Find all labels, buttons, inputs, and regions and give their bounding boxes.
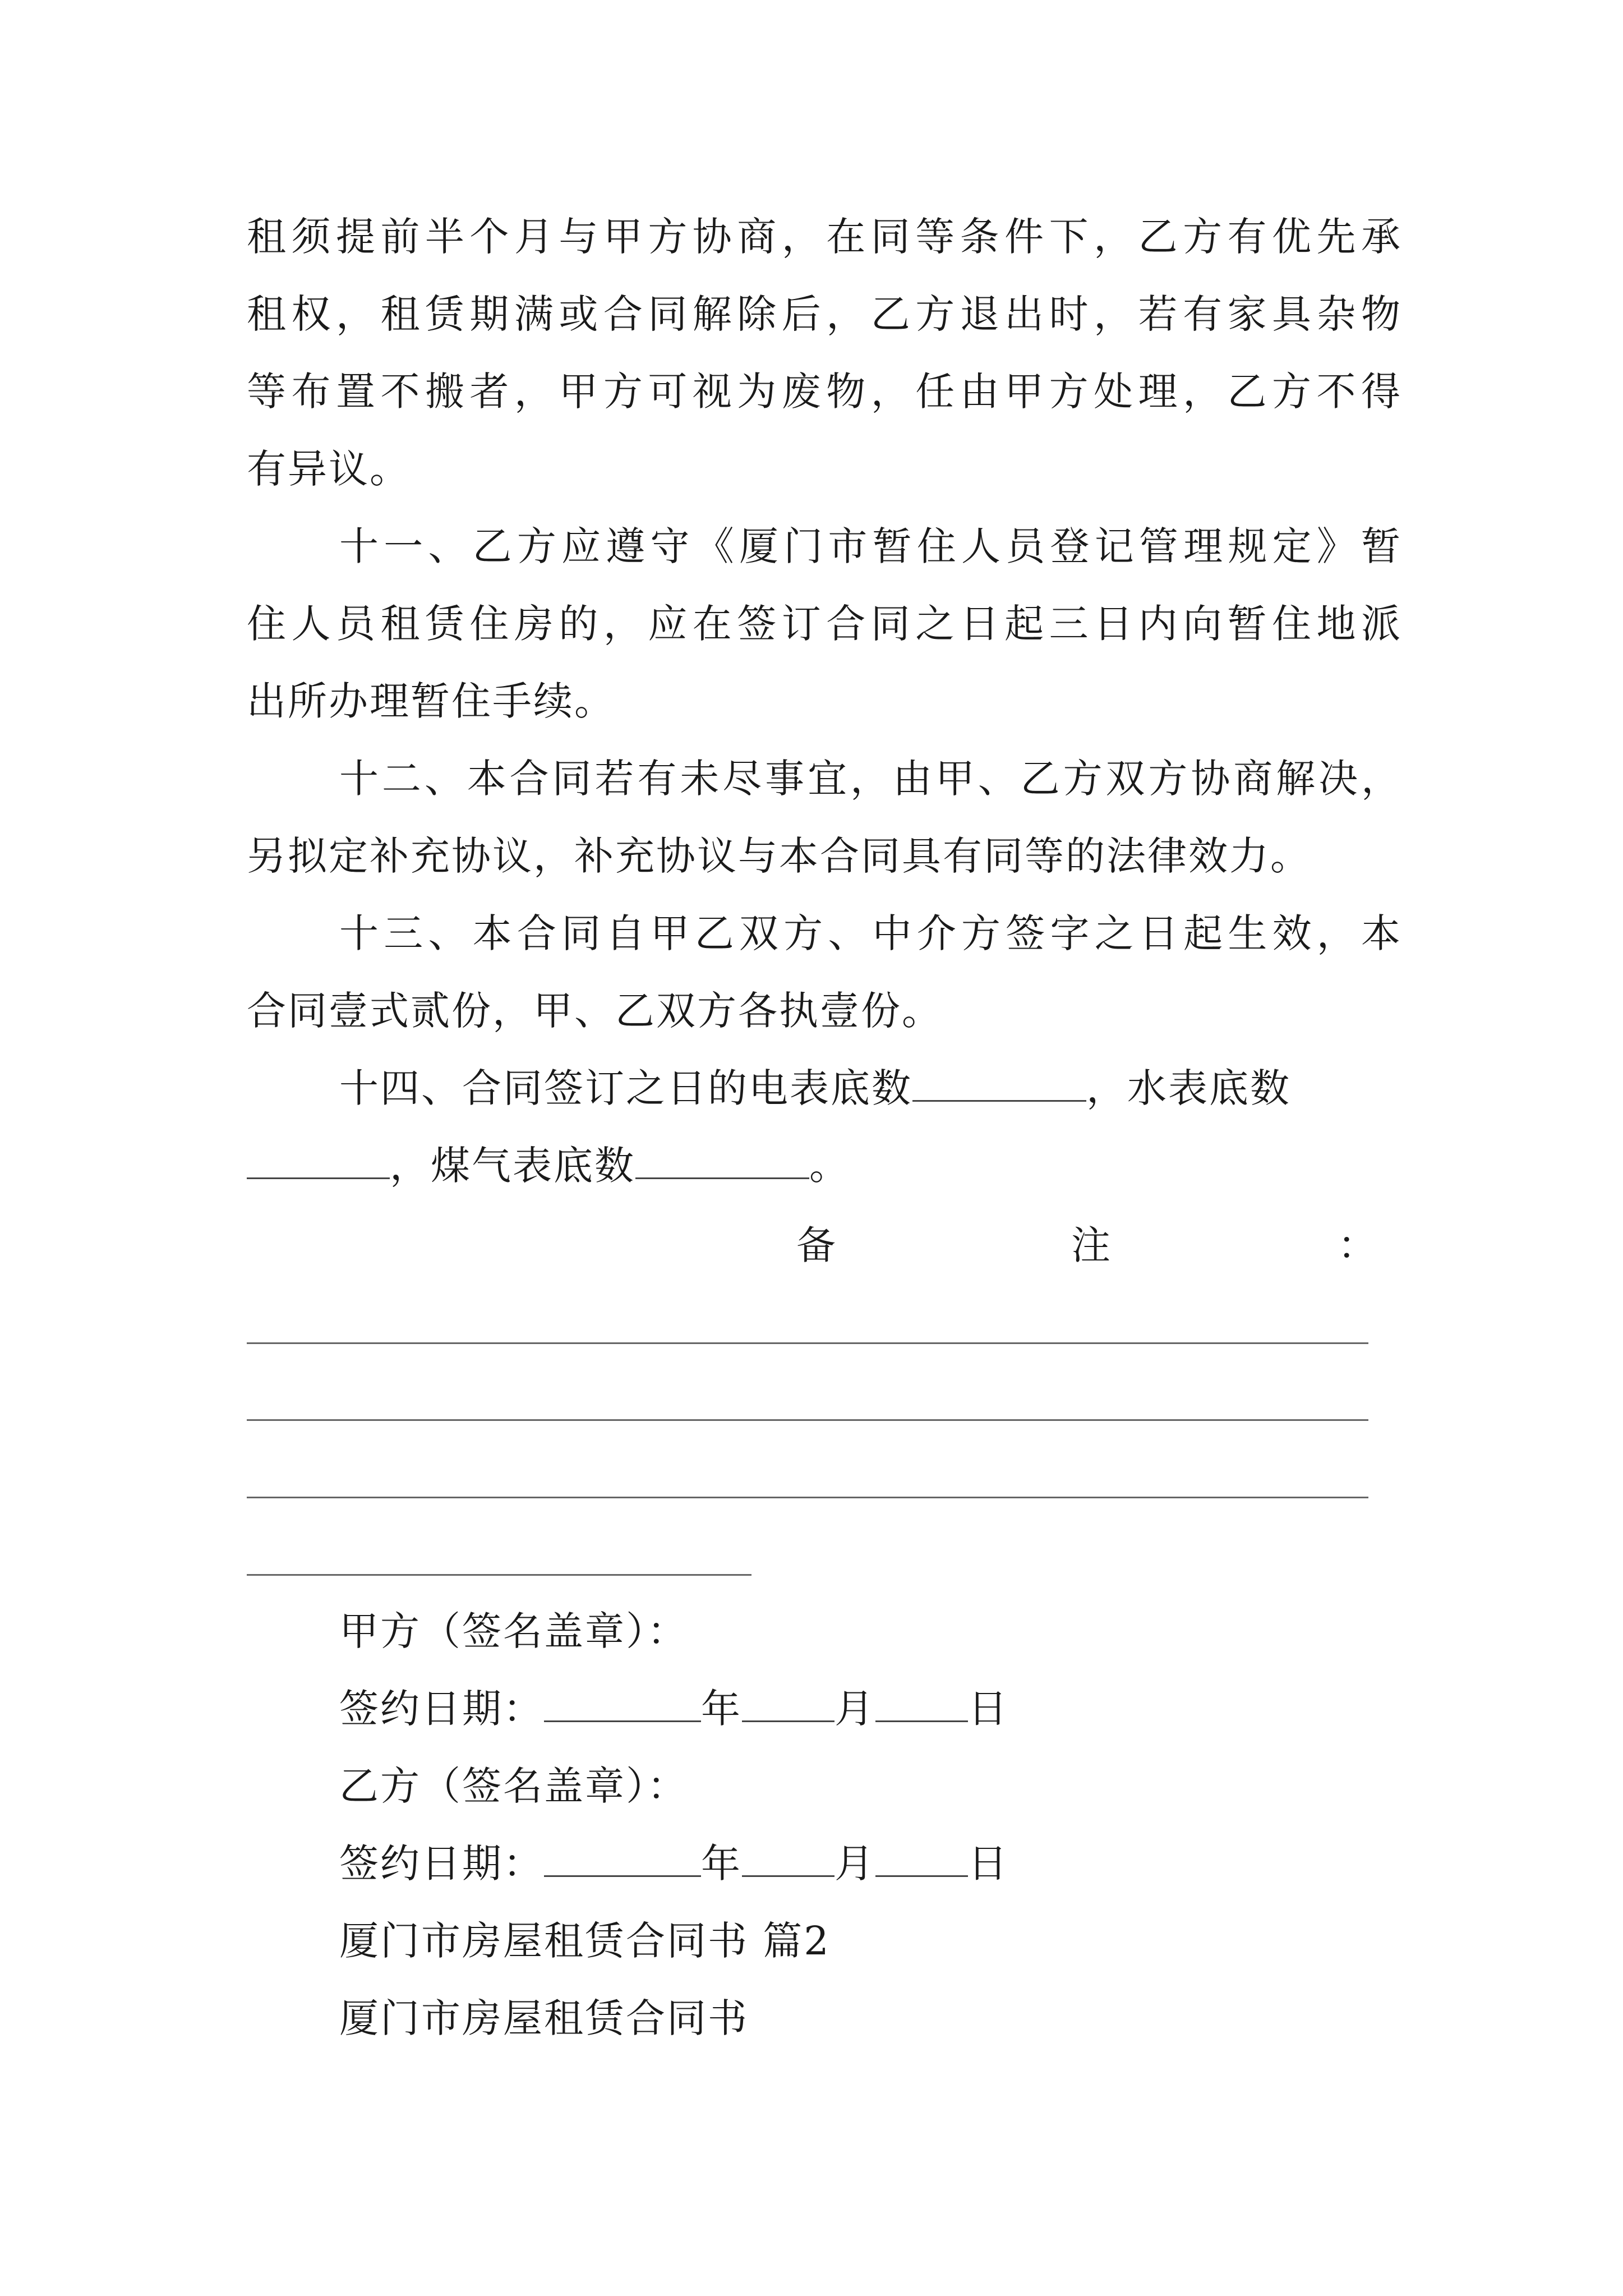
remark-rule[interactable] xyxy=(247,1497,1368,1498)
body-line: 有异议。 xyxy=(247,446,411,492)
remark-rule[interactable] xyxy=(247,1342,1368,1344)
clause-12-line: 十二、本合同若有未尽事宜，由甲、乙方双方协商解决， xyxy=(339,756,1402,802)
date-a-label: 签约日期： xyxy=(339,1686,544,1732)
gas-meter-blank[interactable] xyxy=(635,1143,809,1179)
date-b-day-blank[interactable] xyxy=(875,1841,968,1877)
electric-meter-blank[interactable] xyxy=(912,1065,1086,1102)
remark-rule[interactable] xyxy=(247,1574,751,1576)
meter-water-label: ，水表底数 xyxy=(1086,1065,1291,1111)
meter-electric-label: 十四、合同签订之日的电表底数 xyxy=(339,1065,912,1111)
date-a-year: 年 xyxy=(701,1686,742,1732)
date-b-month-blank[interactable] xyxy=(742,1841,834,1877)
body-line: 住人员租赁住房的，应在签订合同之日起三日内向暂住地派 xyxy=(247,601,1402,647)
date-a-year-blank[interactable] xyxy=(544,1686,701,1722)
remark-char-1: 备 xyxy=(796,1222,836,1268)
section-title-part2: 厦门市房屋租赁合同书 篇2 xyxy=(339,1918,831,1964)
body-line: 租须提前半个月与甲方协商，在同等条件下，乙方有优先承 xyxy=(247,214,1402,260)
body-line: 出所办理暂住手续。 xyxy=(247,678,615,724)
date-b-day: 日 xyxy=(968,1841,1009,1887)
body-line: 等布置不搬者，甲方可视为废物，任由甲方处理，乙方不得 xyxy=(247,369,1402,415)
body-line: 合同壹式贰份，甲、乙双方各执壹份。 xyxy=(247,988,943,1034)
date-a-month-blank[interactable] xyxy=(742,1686,834,1722)
party-b-signature: 乙方（签名盖章）： xyxy=(339,1763,688,1809)
clause-13-line: 十三、本合同自甲乙双方、中介方签字之日起生效，本 xyxy=(339,910,1402,956)
date-a-line xyxy=(339,1681,1402,1737)
date-b-year-blank[interactable] xyxy=(544,1841,701,1877)
date-b-year: 年 xyxy=(701,1841,742,1887)
clause-14-line-2 xyxy=(247,1138,1402,1194)
date-a-day: 日 xyxy=(968,1686,1009,1732)
meter-end: 。 xyxy=(809,1143,850,1189)
remark-char-2: 注 xyxy=(1071,1222,1110,1268)
remark-colon: ： xyxy=(1338,1222,1377,1268)
date-b-month: 月 xyxy=(834,1841,875,1887)
date-a-day-blank[interactable] xyxy=(875,1686,968,1722)
document-title: 厦门市房屋租赁合同书 xyxy=(339,1995,749,2041)
party-a-signature: 甲方（签名盖章）： xyxy=(339,1608,688,1654)
date-b-line xyxy=(339,1835,1402,1892)
water-meter-blank[interactable] xyxy=(247,1143,390,1179)
date-a-month: 月 xyxy=(834,1686,875,1732)
body-line: 另拟定补充协议，补充协议与本合同具有同等的法律效力。 xyxy=(247,833,1311,879)
date-b-label: 签约日期： xyxy=(339,1841,544,1887)
clause-14-line xyxy=(339,1060,1402,1116)
remark-rule[interactable] xyxy=(247,1419,1368,1421)
clause-11-line: 十一、乙方应遵守《厦门市暂住人员登记管理规定》暂 xyxy=(339,523,1402,569)
body-line: 租权，租赁期满或合同解除后，乙方退出时，若有家具杂物 xyxy=(247,291,1402,337)
meter-gas-label: ，煤气表底数 xyxy=(390,1143,635,1189)
